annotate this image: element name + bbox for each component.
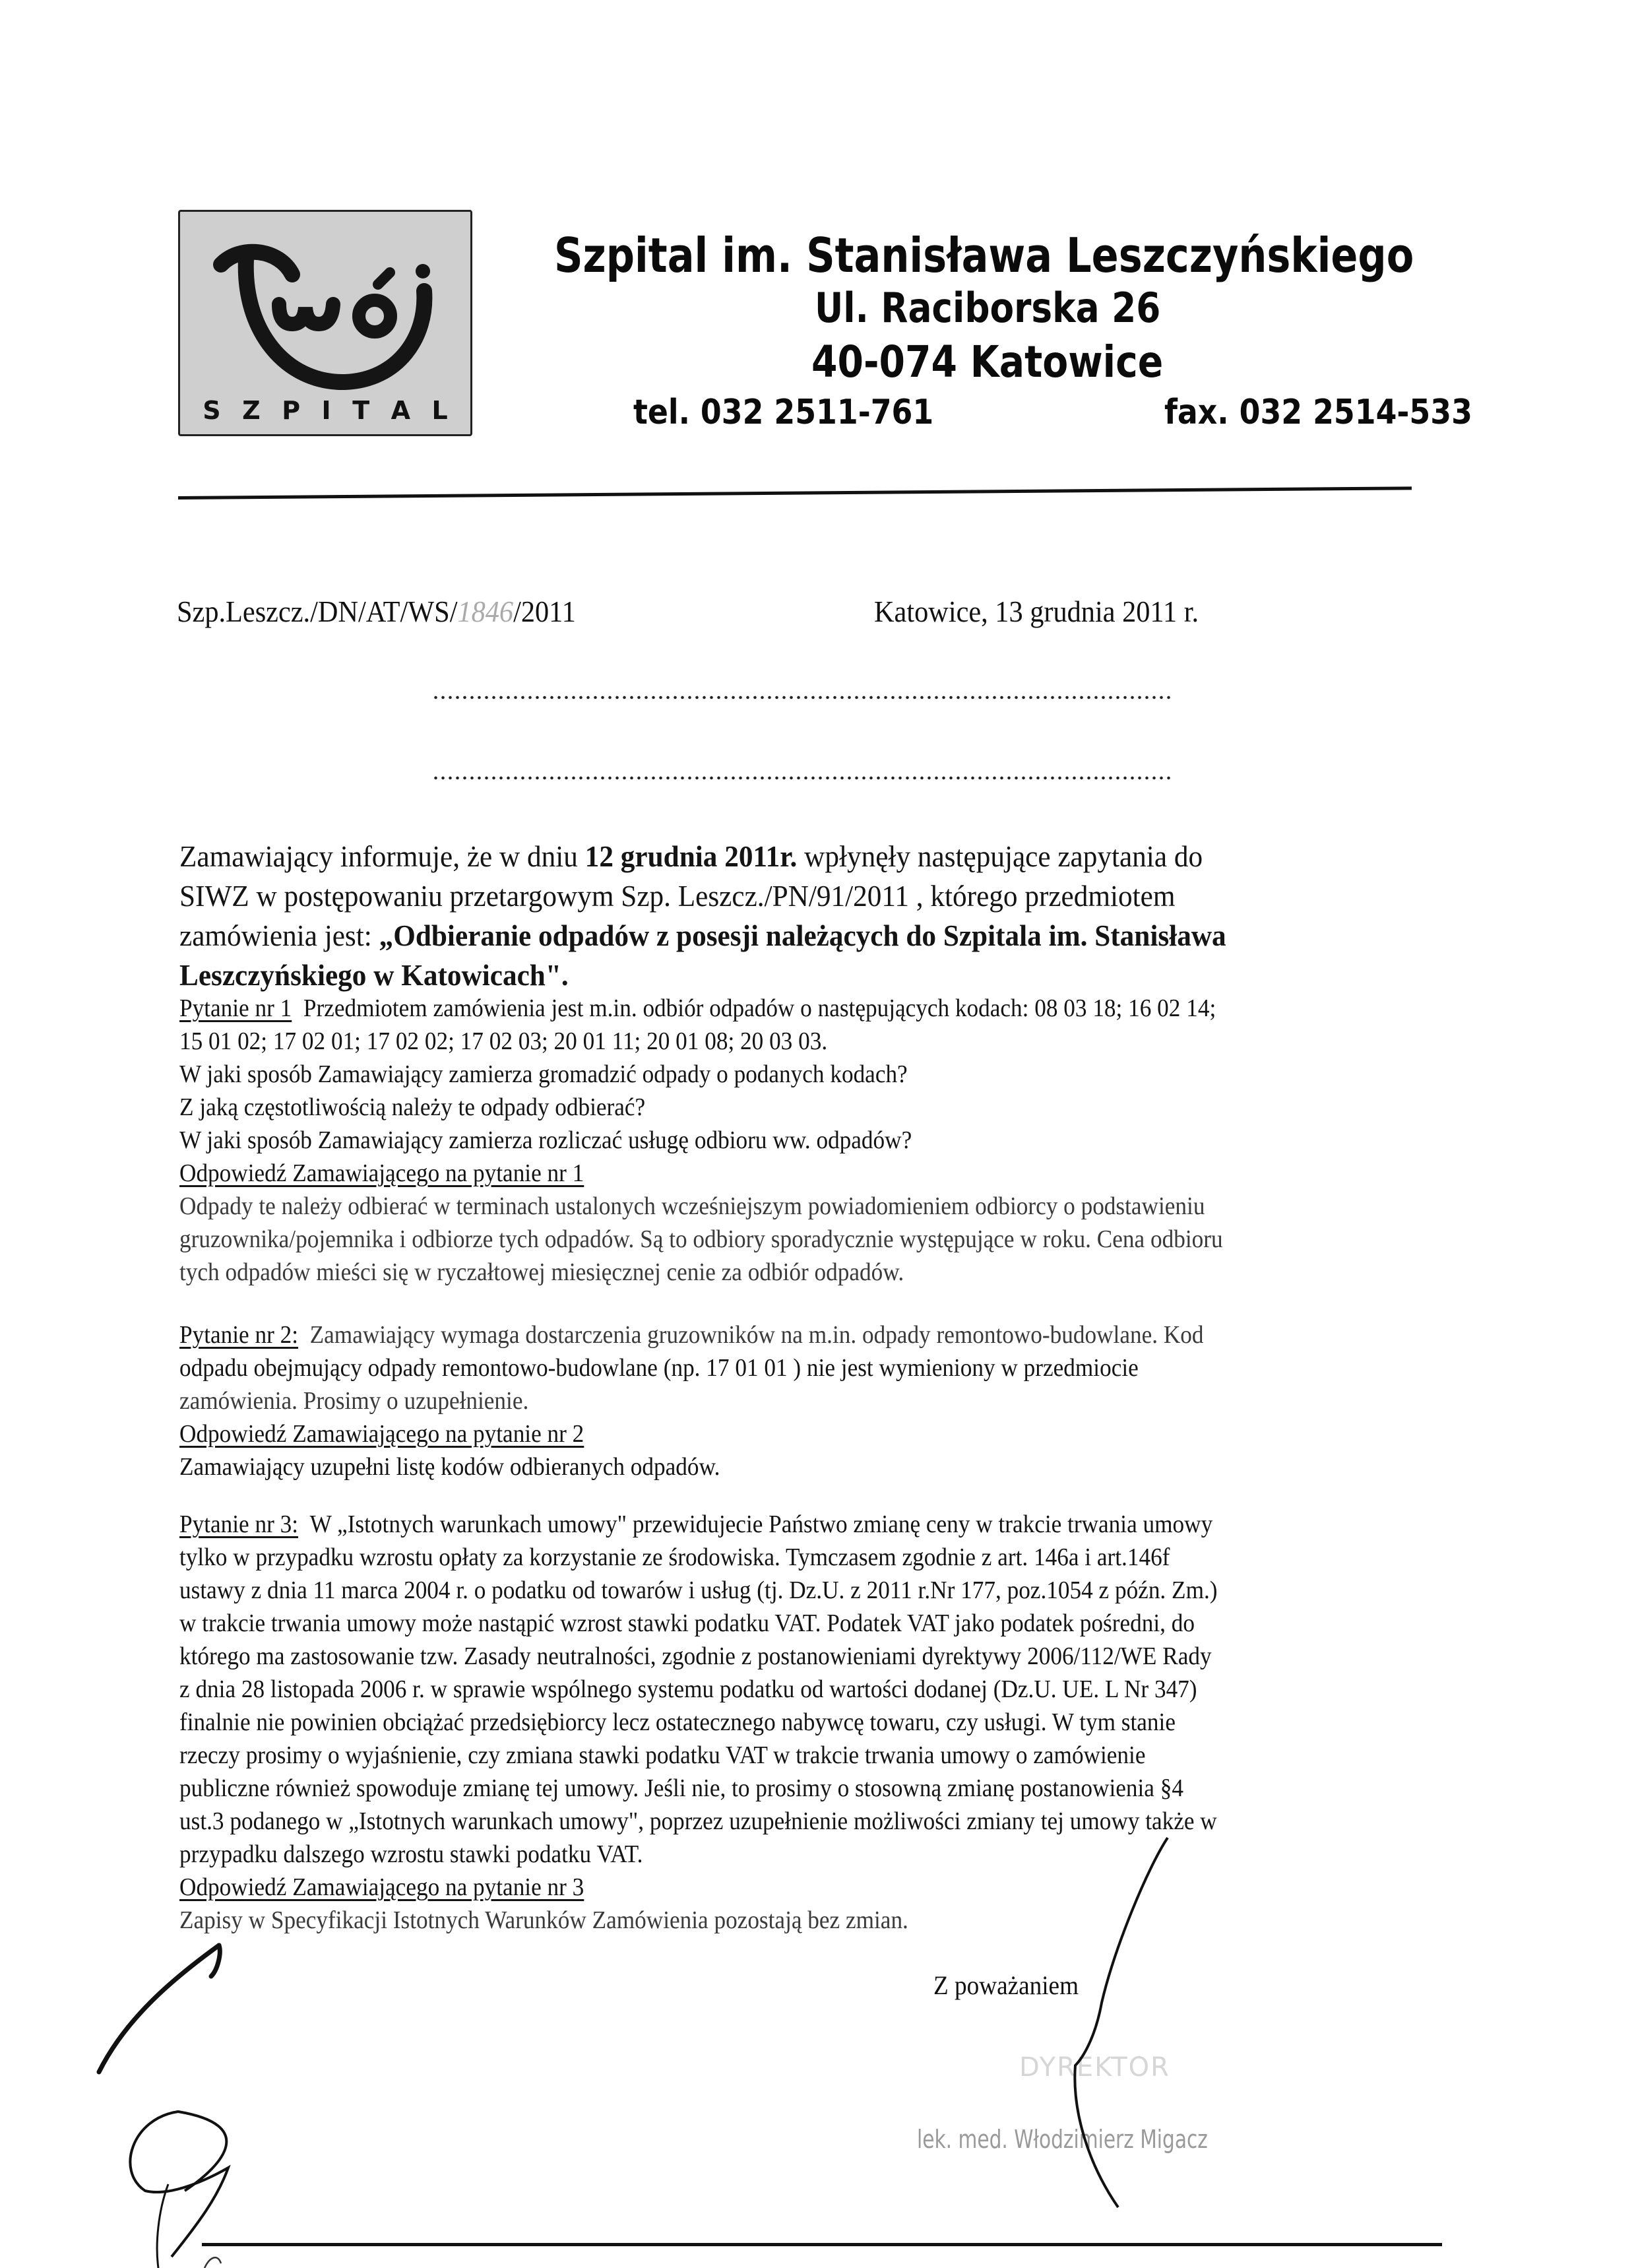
letter-date: Katowice, 13 grudnia 2011 r.	[874, 595, 1199, 628]
header-divider	[178, 486, 1412, 500]
answer-1-label: Odpowiedź Zamawiającego na pytanie nr 1	[179, 1159, 584, 1187]
reference-prefix: Szp.Leszcz./DN/AT/WS/	[177, 595, 458, 628]
question-text: zamówienia. Prosimy o uzupełnienie.	[179, 1387, 529, 1415]
logo-letter: L	[431, 396, 448, 425]
question-text: odpadu obejmujący odpady remontowo-budowlane (np. 17 01 01 ) nie jest wymieniony w przedmiocie	[179, 1354, 1139, 1382]
logo-letter: Z	[242, 396, 261, 425]
question-text: publiczne również spowoduje zmianę tej umowy. Jeśli nie, to prosimy o stosowną zmianę postanowienia §4	[179, 1774, 1183, 1802]
initial-signature-stroke	[211, 1945, 220, 1976]
hospital-fax: fax. 032 2514-533	[1164, 393, 1472, 432]
question-text: tylko w przypadku wzrostu opłaty za korzystanie ze środowiska. Tymczasem zgodnie z art. 146a i art.146f	[179, 1543, 1170, 1571]
corner-mark	[204, 2257, 221, 2268]
answer-text: Zamawiający uzupełni listę kodów odbieranych odpadów.	[179, 1453, 720, 1481]
answer-text: tych odpadów mieści się w ryczałtowej miesięcznej cenie za odbiór odpadów.	[179, 1258, 904, 1286]
logo-letter: T	[352, 396, 370, 425]
question-3-label: Pytanie nr 3:	[179, 1510, 299, 1538]
paraph-stroke	[130, 2112, 228, 2257]
answer-text: Odpady te należy odbierać w terminach ustalonych wcześniejszym powiadomieniem odbiorcy o podstawieniu	[179, 1192, 1205, 1220]
question-text: w trakcie trwania umowy może nastąpić wzrost stawki podatku VAT. Podatek VAT jako podatek pośredni, do	[179, 1609, 1195, 1637]
initial-signature-stroke	[99, 1945, 219, 2072]
question-2-label: Pytanie nr 2:	[179, 1321, 299, 1349]
question-2	[179, 1318, 1327, 1483]
stamp-name: lek. med. Włodzimierz Migacz	[917, 2125, 1208, 2154]
question-text: Przedmiotem zamówienia jest m.in. odbiór odpadów o następujących kodach: 08 03 18; 16 02 14;	[303, 994, 1216, 1022]
intro-date: 12 grudnia 2011r.	[584, 839, 798, 873]
answer-text: gruzownika/pojemnika i odbiorze tych odpadów. Są to odbiory sporadycznie występujące w roku. Cena odbioru	[179, 1225, 1223, 1253]
hospital-city: 40-074 Katowice	[811, 337, 1164, 387]
procurement-title: Leszczyńskiego w Katowicach".	[179, 958, 569, 992]
intro-text: SIWZ w postępowaniu przetargowym Szp. Leszcz./PN/91/2011 , którego przedmiotem	[179, 879, 1176, 913]
question-text: 15 01 02; 17 02 01; 17 02 02; 17 02 03; 20 01 11; 20 01 08; 20 03 03.	[179, 1027, 828, 1055]
question-text: rzeczy prosimy o wyjaśnienie, czy zmiana stawki podatku VAT w trakcie trwania umowy o zamówienie	[179, 1741, 1146, 1769]
closing-greeting: Z poważaniem	[933, 1970, 1079, 2000]
answer-3-label: Odpowiedź Zamawiającego na pytanie nr 3	[179, 1873, 584, 1901]
question-text: finalnie nie powinien obciążać przedsiębiorcy lecz ostatecznego nabywcę towaru, czy usługi. W tym stanie	[179, 1708, 1176, 1736]
reference-suffix: /2011	[513, 595, 576, 628]
logo-letter: A	[391, 396, 411, 425]
addressee-line	[432, 695, 1171, 700]
answer-2-label: Odpowiedź Zamawiającego na pytanie nr 2	[179, 1420, 584, 1448]
question-text: przypadku dalszego wzrostu stawki podatku VAT.	[179, 1840, 643, 1868]
question-text: Z jaką częstotliwością należy te odpady odbierać?	[179, 1093, 646, 1121]
footer-divider	[202, 2243, 1442, 2246]
addressee-line	[432, 775, 1171, 781]
logo-letter: S	[203, 396, 221, 425]
question-text: Zamawiający wymaga dostarczenia gruzowników na m.in. odpady remontowo-budowlane. Kod	[309, 1321, 1204, 1349]
intro-text: Zamawiający informuje, że w dniu	[179, 839, 585, 873]
hospital-street: Ul. Raciborska 26	[815, 284, 1161, 332]
logo-caption	[180, 396, 470, 425]
answer-text: Zapisy w Specyfikacji Istotnych Warunków Zamówienia pozostają bez zmian.	[179, 1906, 908, 1934]
hospital-logo	[178, 210, 472, 436]
hospital-phone: tel. 032 2511-761	[633, 393, 934, 432]
question-text: ustawy z dnia 11 marca 2004 r. o podatku od towarów i usług (tj. Dz.U. z 2011 r.Nr 177, poz.1054 z późn. Zm.)	[179, 1576, 1218, 1604]
reference-handwritten-number: 1846	[457, 595, 514, 628]
procurement-title: „Odbieranie odpadów z posesji należących do Szpitala im. Stanisława	[379, 919, 1226, 952]
question-1-label: Pytanie nr 1	[179, 994, 292, 1022]
stamp-title: DYREKTOR	[1019, 2052, 1170, 2083]
question-text: z dnia 28 listopada 2006 r. w sprawie wspólnego systemu podatku od wartości dodanej (Dz.U. UE. L Nr 347)	[179, 1675, 1197, 1703]
question-text: W jaki sposób Zamawiający zamierza gromadzić odpady o podanych kodach?	[179, 1060, 908, 1088]
intro-text: wpłynęły następujące zapytania do	[797, 839, 1203, 873]
logo-letter: P	[282, 396, 301, 425]
paraph-stroke	[157, 2184, 168, 2268]
question-3	[179, 1508, 1327, 1937]
question-text: W „Istotnych warunkach umowy" przewidujecie Państwo zmianę ceny w trakcie trwania umowy	[309, 1510, 1213, 1538]
logo-letter: I	[321, 396, 331, 425]
hospital-name: Szpital im. Stanisława Leszczyńskiego	[554, 228, 1414, 283]
intro-text: zamówienia jest:	[179, 919, 379, 952]
question-text: którego ma zastosowanie tzw. Zasady neutralności, zgodnie z postanowieniami dyrektywy 2006/112/WE Rady	[179, 1642, 1212, 1670]
question-1	[179, 992, 1327, 1289]
reference-number	[177, 594, 576, 629]
question-text: W jaki sposób Zamawiający zamierza rozliczać usługę odbioru ww. odpadów?	[179, 1126, 912, 1154]
intro-paragraph	[179, 837, 1358, 995]
question-text: ust.3 podanego w „Istotnych warunkach umowy", poprzez uzupełnienie możliwości zmiany tej umowy także w	[179, 1807, 1217, 1835]
